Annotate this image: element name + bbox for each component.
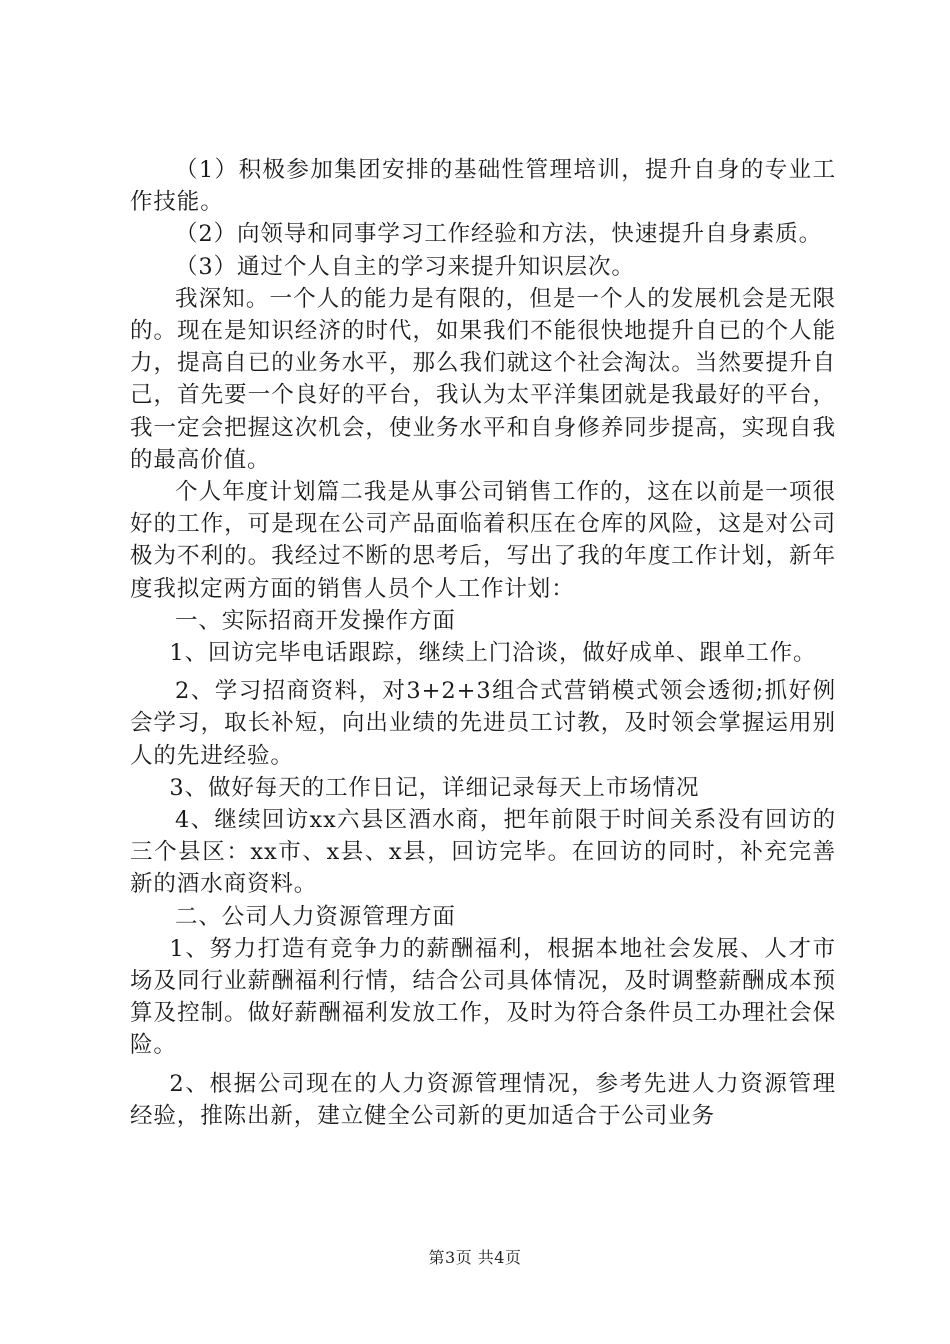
paragraph-self-awareness: 我深知。一个人的能力是有限的，但是一个人的发展机会是无限的。现在是知识经济的时代，如果我们不能很快地提升自已的个人能力，提高自已的业务水平，那么我们就这个社会淘汰。当然要提升自己，首先要一个良好的平台，我认为太平洋集团就是我最好的平台，我一定会把握这次机会，使业务水平和自身修养同步提高，实现自我的最高价值。 bbox=[130, 285, 836, 473]
paragraph-learn-from-colleagues: （2）向领导和同事学习工作经验和方法，快速提升自身素质。 bbox=[175, 221, 823, 248]
paragraph-item-follow-up: 1、回访完毕电话跟踪，继续上门洽谈，做好成单、跟单工作。 bbox=[169, 640, 817, 667]
paragraph-item-compensation: 1、努力打造有竞争力的薪酬福利，根据本地社会发展、人才市场及同行业薪酬福利行情，结合公司具体情况，及时调整薪酬成本预算及控制。做好薪酬福利发放工作，及时为符合条件员工办理社会保险。 bbox=[130, 935, 836, 1059]
paragraph-item-hr-system: 2、根据公司现在的人力资源管理情况，参考先进人力资源管理经验，推陈出新，建立健全公司新的更加适合于公司业务 bbox=[130, 1070, 836, 1129]
page-footer: 第3页 共4页 bbox=[428, 1248, 522, 1267]
paragraph-plan-intro: 个人年度计划篇二我是从事公司销售工作的，这在以前是一项很好的工作，可是现在公司产品面临着积压在仓库的风险，这是对公司极为不利的。我经过不断的思考后，写出了我的年度工作计划，新年度我拟定两方面的销售人员个人工作计划： bbox=[130, 479, 836, 602]
paragraph-item-work-diary: 3、做好每天的工作日记，详细记录每天上市场情况 bbox=[169, 774, 700, 801]
paragraph-item-revisit-dealers: 4、继续回访xx六县区酒水商，把年前限于时间关系没有回访的三个县区：xx市、x县、x县，回访完毕。在回访的同时，补充完善新的酒水商资料。 bbox=[130, 807, 836, 898]
document-body bbox=[130, 154, 836, 1132]
paragraph-item-study-materials: 2、学习招商资料，对3+2+3组合式营销模式领会透彻;抓好例会学习，取长补短，向出业绩的先进员工讨教，及时领会掌握运用别人的先进经验。 bbox=[130, 678, 836, 769]
paragraph-self-study: （3）通过个人自主的学习来提升知识层次。 bbox=[175, 253, 635, 280]
section-heading-investment: 一、实际招商开发操作方面 bbox=[175, 607, 456, 634]
section-heading-hr: 二、公司人力资源管理方面 bbox=[175, 903, 456, 930]
paragraph-training: （1）积极参加集团安排的基础性管理培训，提升自身的专业工作技能。 bbox=[130, 157, 836, 216]
